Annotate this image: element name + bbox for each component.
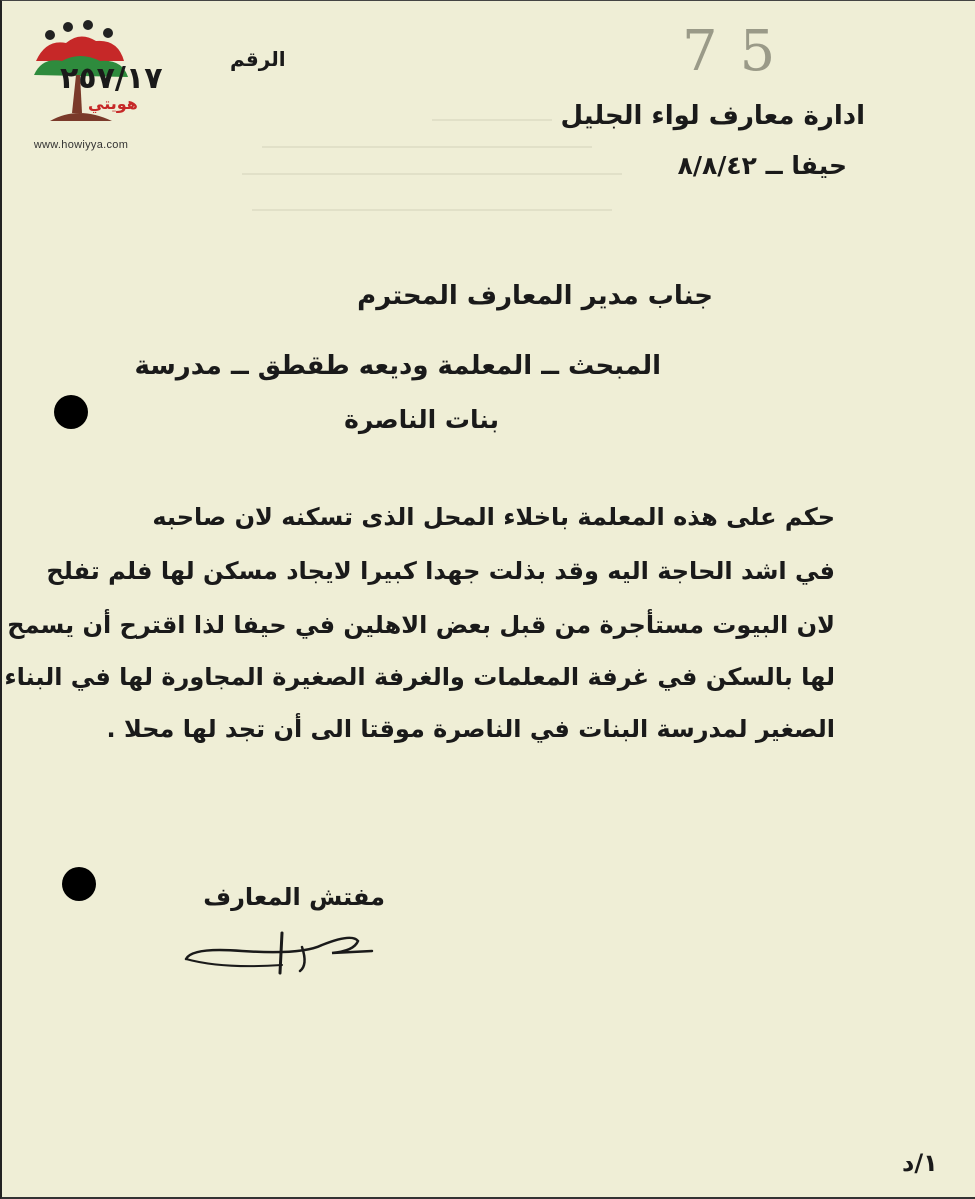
watermark-url: www.howiyya.com [33, 139, 129, 151]
punch-hole [54, 395, 88, 429]
body-line: الصغير لمدرسة البنات في الناصرة موقتا الى أن تجد لها محلا . [106, 715, 835, 743]
addressee: جناب مدير المعارف المحترم [357, 281, 713, 311]
page-number: ١/د [902, 1149, 938, 1177]
faded-text-trace [252, 209, 612, 211]
faded-text-trace [242, 173, 622, 175]
issuer-heading: ادارة معارف لواء الجليل [560, 101, 865, 131]
place-date: حيفا ــ ٨/٨/٤٢ [677, 151, 847, 180]
body-line: لها بالسكن في غرفة المعلمات والغرفة الصغيرة المجاورة لها في البناء [4, 663, 835, 691]
handwritten-signature [182, 925, 382, 980]
body-line: لان البيوت مستأجرة من قبل بعض الاهلين في حيفا لذا اقترح أن يسمح [7, 611, 835, 639]
punch-hole [62, 867, 96, 901]
body-line: في اشد الحاجة اليه وقد بذلت جهدا كبيرا لايجاد مسكن لها فلم تفلح [46, 557, 835, 585]
reference-label: الرقم [230, 47, 286, 71]
subject-line-1: المبحث ــ المعلمة وديعه طقطق ــ مدرسة [134, 351, 661, 381]
folio-number: 75 [682, 19, 798, 84]
faded-text-trace [432, 119, 552, 121]
faded-text-trace [262, 146, 592, 148]
signer-title: مفتش المعارف [203, 883, 385, 911]
reference-number: ٢٥٧/١٧ [60, 61, 163, 96]
body-line: حكم على هذه المعلمة باخلاء المحل الذى تسكنه لان صاحبه [152, 503, 835, 531]
subject-line-2: بنات الناصرة [344, 405, 499, 434]
svg-text:هويتي: هويتي [88, 94, 138, 113]
